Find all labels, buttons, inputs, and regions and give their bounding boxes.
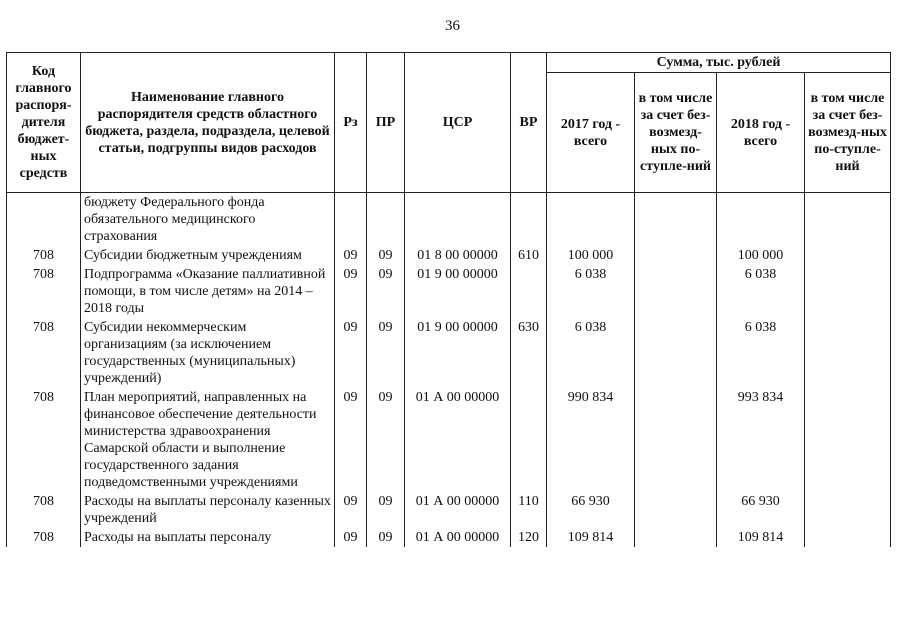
header-vr: ВР bbox=[511, 53, 547, 193]
cell-csr: 01 9 00 00000 bbox=[405, 318, 511, 388]
cell-csr: 01 9 00 00000 bbox=[405, 265, 511, 318]
cell-name: бюджету Федерального фонда обязательного медицинского страхования bbox=[81, 193, 335, 247]
table-row bbox=[7, 193, 891, 247]
cell-2017-free bbox=[635, 318, 717, 388]
cell-code: 708 bbox=[7, 492, 81, 528]
header-rz: Рз bbox=[335, 53, 367, 193]
cell-rz: 09 bbox=[335, 246, 367, 265]
cell-vr bbox=[511, 388, 547, 492]
cell-name: Расходы на выплаты персоналу казенных учреждений bbox=[81, 492, 335, 528]
header-csr: ЦСР bbox=[405, 53, 511, 193]
cell-2018-free bbox=[805, 246, 891, 265]
cell-2017-total: 6 038 bbox=[547, 318, 635, 388]
cell-name: Подпрограмма «Оказание паллиативной помощи, в том числе детям» на 2014 – 2018 годы bbox=[81, 265, 335, 318]
cell-rz: 09 bbox=[335, 528, 367, 547]
cell-csr: 01 А 00 00000 bbox=[405, 528, 511, 547]
cell-code: 708 bbox=[7, 246, 81, 265]
table-row bbox=[7, 246, 891, 265]
table-body bbox=[7, 193, 891, 548]
table-row bbox=[7, 318, 891, 388]
table-row bbox=[7, 265, 891, 318]
cell-2017-free bbox=[635, 246, 717, 265]
cell-2017-free bbox=[635, 265, 717, 318]
header-2017-total: 2017 год - всего bbox=[547, 73, 635, 193]
cell-2018-total: 66 930 bbox=[717, 492, 805, 528]
cell-2017-total: 66 930 bbox=[547, 492, 635, 528]
cell-csr bbox=[405, 193, 511, 247]
table-row bbox=[7, 528, 891, 547]
cell-name: Субсидии бюджетным учреждениям bbox=[81, 246, 335, 265]
cell-code: 708 bbox=[7, 265, 81, 318]
table-row bbox=[7, 492, 891, 528]
cell-2017-free bbox=[635, 193, 717, 247]
cell-rz bbox=[335, 193, 367, 247]
cell-2017-free bbox=[635, 388, 717, 492]
header-sum-group: Сумма, тыс. рублей bbox=[547, 53, 891, 73]
cell-name: План мероприятий, направленных на финансовое обеспечение деятельности министерства здравоохранения Самарской области и выполнение государственного задания подведомственными учреждениями bbox=[81, 388, 335, 492]
cell-2018-free bbox=[805, 193, 891, 247]
cell-code: 708 bbox=[7, 318, 81, 388]
cell-vr: 110 bbox=[511, 492, 547, 528]
cell-2018-free bbox=[805, 528, 891, 547]
cell-2017-total: 109 814 bbox=[547, 528, 635, 547]
cell-2017-total: 990 834 bbox=[547, 388, 635, 492]
table-row bbox=[7, 388, 891, 492]
header-2018-total: 2018 год - всего bbox=[717, 73, 805, 193]
cell-rz: 09 bbox=[335, 492, 367, 528]
cell-csr: 01 А 00 00000 bbox=[405, 388, 511, 492]
cell-2017-free bbox=[635, 528, 717, 547]
cell-2018-total: 100 000 bbox=[717, 246, 805, 265]
page-number: 36 bbox=[445, 18, 460, 34]
cell-vr: 610 bbox=[511, 246, 547, 265]
cell-csr: 01 А 00 00000 bbox=[405, 492, 511, 528]
cell-pr: 09 bbox=[367, 492, 405, 528]
header-code: Код главного распоря-дителя бюджет-ных средств bbox=[7, 53, 81, 193]
header-2017-free: в том числе за счет без-возмезд-ных по-ступле-ний bbox=[635, 73, 717, 193]
cell-2018-total: 109 814 bbox=[717, 528, 805, 547]
header-name: Наименование главного распорядителя средств областного бюджета, раздела, подраздела, целевой статьи, подгруппы видов расходов bbox=[81, 53, 335, 193]
header-pr: ПР bbox=[367, 53, 405, 193]
cell-pr: 09 bbox=[367, 528, 405, 547]
cell-rz: 09 bbox=[335, 265, 367, 318]
cell-2018-total: 6 038 bbox=[717, 318, 805, 388]
cell-code: 708 bbox=[7, 388, 81, 492]
cell-2017-free bbox=[635, 492, 717, 528]
cell-vr: 120 bbox=[511, 528, 547, 547]
cell-2017-total: 6 038 bbox=[547, 265, 635, 318]
cell-pr bbox=[367, 193, 405, 247]
cell-pr: 09 bbox=[367, 246, 405, 265]
cell-2018-total: 6 038 bbox=[717, 265, 805, 318]
header-2018-free: в том числе за счет без-возмезд-ных по-ступле-ний bbox=[805, 73, 891, 193]
cell-pr: 09 bbox=[367, 318, 405, 388]
cell-2018-free bbox=[805, 318, 891, 388]
cell-2017-total bbox=[547, 193, 635, 247]
cell-vr bbox=[511, 193, 547, 247]
cell-code bbox=[7, 193, 81, 247]
cell-rz: 09 bbox=[335, 388, 367, 492]
cell-vr bbox=[511, 265, 547, 318]
cell-rz: 09 bbox=[335, 318, 367, 388]
cell-pr: 09 bbox=[367, 265, 405, 318]
cell-name: Субсидии некоммерческим организациям (за исключением государственных (муниципальных) учреждений) bbox=[81, 318, 335, 388]
cell-2018-free bbox=[805, 492, 891, 528]
cell-2018-free bbox=[805, 265, 891, 318]
cell-2017-total: 100 000 bbox=[547, 246, 635, 265]
cell-2018-total bbox=[717, 193, 805, 247]
cell-csr: 01 8 00 00000 bbox=[405, 246, 511, 265]
table-header bbox=[7, 53, 891, 193]
cell-name: Расходы на выплаты персоналу bbox=[81, 528, 335, 547]
cell-2018-free bbox=[805, 388, 891, 492]
cell-vr: 630 bbox=[511, 318, 547, 388]
budget-table bbox=[6, 52, 891, 547]
cell-code: 708 bbox=[7, 528, 81, 547]
cell-2018-total: 993 834 bbox=[717, 388, 805, 492]
cell-pr: 09 bbox=[367, 388, 405, 492]
